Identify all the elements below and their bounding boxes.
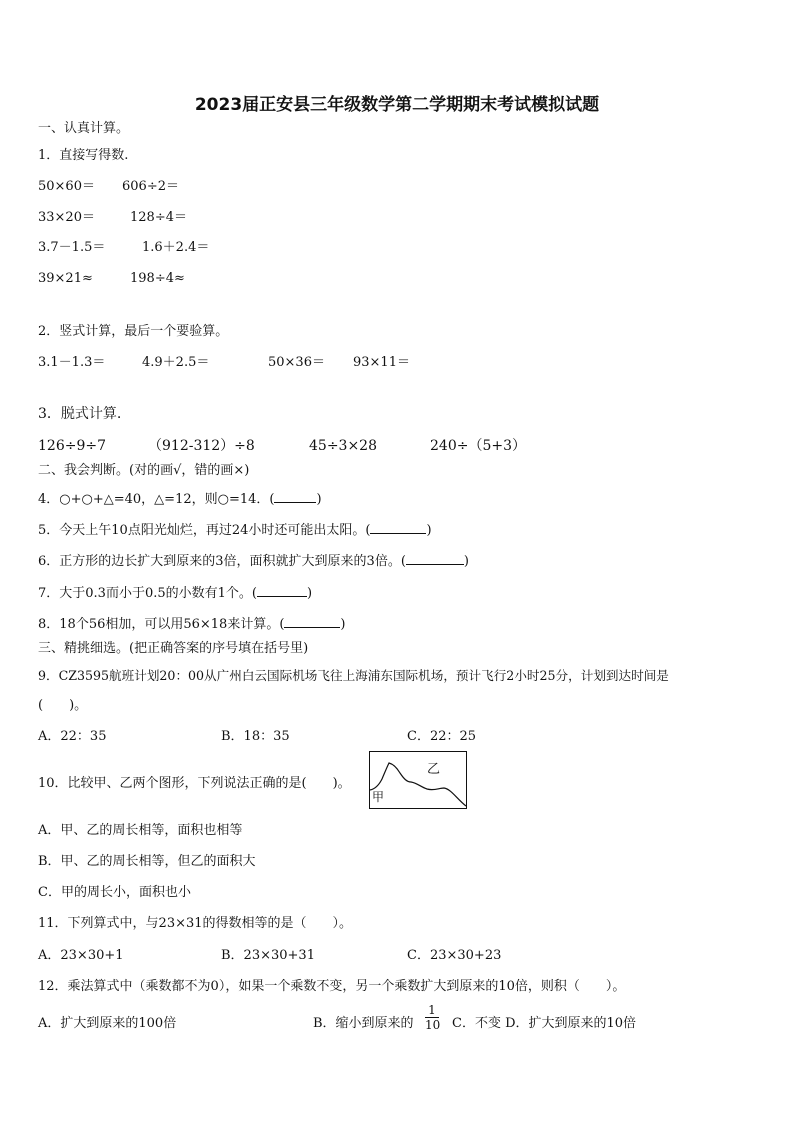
answer-blank-6[interactable] bbox=[406, 552, 464, 565]
q12-stem: 12．乘法算式中（乘数都不为0），如果一个乘数不变，另一个乘数扩大到原来的10倍，则积（ ）。 bbox=[38, 979, 626, 994]
q2-label: 2．竖式计算，最后一个要验算。 bbox=[38, 324, 229, 339]
q1-r4-a: 39×21≈ bbox=[38, 271, 93, 286]
answer-blank-5[interactable] bbox=[370, 521, 426, 534]
q11-option-a[interactable]: A．23×30+1 bbox=[38, 948, 124, 963]
q10-figure bbox=[369, 751, 467, 809]
q2-item-1: 3.1－1.3＝ bbox=[38, 355, 106, 370]
section-2-heading: 二、我会判断。(对的画√，错的画×) bbox=[38, 463, 250, 478]
judge-item-8: 8．18个56相加，可以用56×18来计算。( ) bbox=[38, 617, 346, 632]
q3-item-1: 126÷9÷7 bbox=[38, 438, 106, 454]
q12-options-c-d[interactable]: C．不变 D．扩大到原来的10倍 bbox=[452, 1016, 637, 1031]
q10-stem: 10．比较甲、乙两个图形，下列说法正确的是( )。 bbox=[38, 776, 351, 791]
q9-paren: ( )。 bbox=[38, 698, 88, 713]
q11-option-c[interactable]: C．23×30+23 bbox=[407, 948, 502, 963]
fraction-one-tenth bbox=[425, 1003, 439, 1032]
figure-border bbox=[370, 752, 467, 809]
q9-option-a[interactable]: A．22：35 bbox=[38, 729, 107, 744]
judge-item-6: 6．正方形的边长扩大到原来的3倍，面积就扩大到原来的3倍。( ) bbox=[38, 554, 469, 569]
q3-item-2: （912-312）÷8 bbox=[148, 438, 255, 454]
q1-label: 1．直接写得数. bbox=[38, 148, 129, 163]
q2-item-2: 4.9＋2.5＝ bbox=[142, 355, 210, 370]
q1-r3-a: 3.7－1.5＝ bbox=[38, 240, 106, 255]
q2-item-3: 50×36＝ bbox=[268, 355, 325, 370]
answer-blank-7[interactable] bbox=[257, 584, 307, 597]
q1-r2-b: 128÷4＝ bbox=[130, 210, 187, 225]
q12-option-b[interactable]: B．缩小到原来的 bbox=[313, 1016, 414, 1031]
judge-item-5: 5．今天上午10点阳光灿烂，再过24小时还可能出太阳。( ) bbox=[38, 523, 432, 538]
q1-r1-a: 50×60＝ bbox=[38, 179, 95, 194]
q1-r2-a: 33×20＝ bbox=[38, 210, 95, 225]
q10-option-b[interactable]: B．甲、乙的周长相等，但乙的面积大 bbox=[38, 854, 256, 869]
q2-item-4: 93×11＝ bbox=[353, 355, 410, 370]
answer-blank-8[interactable] bbox=[284, 615, 340, 628]
q1-r1-b: 606÷2＝ bbox=[122, 179, 179, 194]
q3-item-4: 240÷（5+3） bbox=[430, 438, 526, 454]
judge-item-4: 4．○+○+△=40，△=12，则○=14．( ) bbox=[38, 492, 322, 507]
section-1-heading: 一、认真计算。 bbox=[38, 121, 130, 136]
q12-option-a[interactable]: A．扩大到原来的100倍 bbox=[38, 1016, 177, 1031]
q9-option-b[interactable]: B．18：35 bbox=[221, 729, 290, 744]
fraction-numerator: 1 bbox=[428, 1003, 436, 1017]
q3-label: 3．脱式计算. bbox=[38, 406, 122, 422]
answer-blank-4[interactable] bbox=[274, 490, 316, 503]
q11-stem: 11．下列算式中，与23×31的得数相等的是（ ）。 bbox=[38, 916, 353, 931]
q9-option-c[interactable]: C．22：25 bbox=[407, 729, 477, 744]
page-title: 2023届正安县三年级数学第二学期期末考试模拟试题 bbox=[194, 95, 600, 115]
q3-item-3: 45÷3×28 bbox=[309, 438, 377, 454]
q1-r3-b: 1.6＋2.4＝ bbox=[142, 240, 210, 255]
dividing-curve bbox=[370, 763, 466, 806]
q11-option-b[interactable]: B．23×30+31 bbox=[221, 948, 315, 963]
figure-label-jia: 甲 bbox=[372, 790, 385, 804]
fraction-denominator: 10 bbox=[425, 1018, 441, 1032]
q1-r4-b: 198÷4≈ bbox=[130, 271, 185, 286]
figure-label-yi: 乙 bbox=[427, 762, 441, 777]
q10-option-a[interactable]: A．甲、乙的周长相等，面积也相等 bbox=[38, 823, 243, 838]
judge-item-7: 7．大于0.3而小于0.5的小数有1个。( ) bbox=[38, 586, 313, 601]
section-3-heading: 三、精挑细选。(把正确答案的序号填在括号里) bbox=[38, 641, 309, 656]
q10-option-c[interactable]: C．甲的周长小，面积也小 bbox=[38, 885, 191, 900]
q9-stem: 9．CZ3595航班计划20：00从广州白云国际机场飞往上海浦东国际机场，预计飞行2小时25分，计划到达时间是 bbox=[38, 668, 669, 683]
